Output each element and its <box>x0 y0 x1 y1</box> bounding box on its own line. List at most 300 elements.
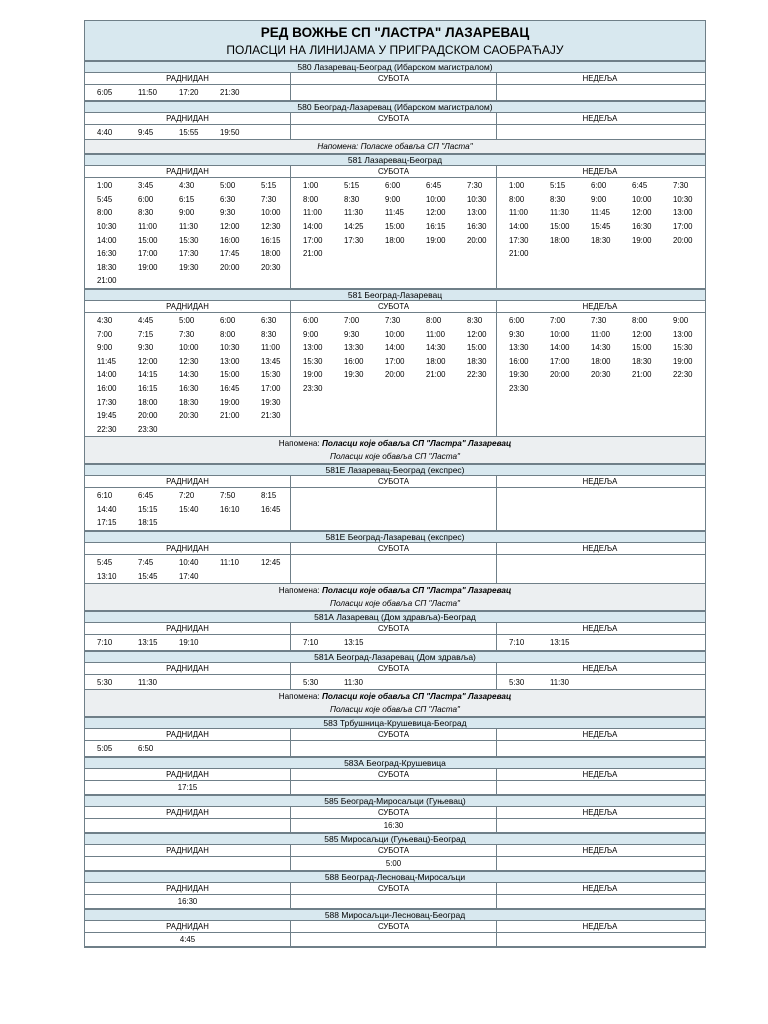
departure-time: 21:00 <box>97 276 117 286</box>
departure-time: 16:15 <box>426 221 446 231</box>
route-section <box>85 717 705 757</box>
departure-time <box>455 423 496 437</box>
time-row <box>497 489 703 503</box>
departure-time: 7:15 <box>138 329 154 339</box>
departures-row <box>85 781 705 795</box>
departure-time: 10:00 <box>179 343 199 353</box>
route-section <box>85 61 705 101</box>
route-title: 581 Лазаревац-Београд <box>85 154 705 166</box>
departure-time: 17:20 <box>179 88 199 97</box>
departure-time <box>497 409 538 423</box>
departure-time: 17:00 <box>261 383 281 393</box>
departure-time: 9:00 <box>591 194 607 204</box>
sunday-header: НЕДЕЉА <box>582 808 618 818</box>
route-title: 585 Миросаљци (Гуњевац)-Београд <box>85 833 705 845</box>
sunday-column <box>497 125 703 140</box>
departure-time <box>373 503 414 517</box>
time-row <box>85 86 290 100</box>
departure-time: 8:00 <box>632 315 648 325</box>
page-title: РЕД ВОЖЊЕ СП "ЛАСТРА" ЛАЗАРЕВАЦ <box>260 25 530 40</box>
departure-time: 9:30 <box>138 343 154 353</box>
departures-grid <box>85 125 705 141</box>
departure-time: 18:00 <box>426 356 446 366</box>
note-bold-text: Поласци које обавља СП "Ластра" Лазаревац <box>321 692 512 702</box>
departure-time <box>620 516 661 530</box>
departure-time: 19:30 <box>261 397 281 407</box>
departure-time: 10:30 <box>220 343 240 353</box>
time-row <box>291 261 496 275</box>
weekday-header: РАДНИДАН <box>85 73 291 84</box>
departure-time: 5:30 <box>303 677 319 687</box>
departure-time <box>455 382 496 396</box>
departure-time: 6:45 <box>138 491 154 501</box>
sunday-header: НЕДЕЉА <box>582 624 618 634</box>
time-row <box>497 570 703 584</box>
departure-time: 6:00 <box>220 315 236 325</box>
saturday-departure: 16:30 <box>291 819 497 832</box>
saturday-header: СУБОТА <box>291 166 497 177</box>
departure-time <box>373 86 414 100</box>
departure-time <box>579 396 620 410</box>
saturday-column <box>291 178 497 288</box>
route-title: 585 Београд-Миросаљци (Гуњевац) <box>85 795 705 807</box>
departure-time <box>620 676 661 690</box>
departure-time: 6:00 <box>138 194 154 204</box>
departure-time <box>208 636 249 650</box>
time-row <box>291 489 496 503</box>
departure-time <box>538 742 579 756</box>
departure-time <box>373 556 414 570</box>
saturday-column <box>291 488 497 530</box>
departures-grid <box>85 313 705 437</box>
departure-time <box>455 396 496 410</box>
time-row <box>497 409 703 423</box>
time-row <box>291 86 496 100</box>
departure-time: 19:10 <box>179 638 199 648</box>
departure-time <box>620 423 661 437</box>
departure-time <box>455 126 496 140</box>
time-row <box>291 341 496 355</box>
note-label: Напомена: <box>278 586 322 596</box>
departure-time: 20:00 <box>138 411 158 421</box>
departure-time: 7:00 <box>344 315 360 325</box>
departure-time: 16:15 <box>261 235 281 245</box>
departure-time <box>291 556 332 570</box>
departure-time <box>291 516 332 530</box>
departure-time <box>579 489 620 503</box>
note-bold-text: Поласци које обавља СП "Ластра" Лазаревац <box>321 586 512 596</box>
weekday-departure <box>85 857 291 870</box>
route-section <box>85 757 705 795</box>
sunday-header: НЕДЕЉА <box>582 544 618 554</box>
departure-time <box>126 274 167 288</box>
time-row <box>85 274 290 288</box>
departure-time <box>661 570 702 584</box>
departure-time <box>620 261 661 275</box>
departure-time: 22:30 <box>467 370 487 380</box>
time-row <box>85 409 290 423</box>
time-row <box>85 220 290 234</box>
time-row <box>291 193 496 207</box>
time-row <box>497 274 703 288</box>
departure-time: 16:10 <box>220 504 240 514</box>
departure-time: 9:00 <box>97 343 113 353</box>
weekday-departure <box>85 819 291 832</box>
weekday-header: РАДНИДАН <box>85 113 291 124</box>
departure-time <box>291 423 332 437</box>
page-subtitle: ПОЛАСЦИ НА ЛИНИЈАМА У ПРИГРАДСКОМ САОБРАЋАЈУ <box>226 43 564 57</box>
departure-time: 15:45 <box>138 571 158 581</box>
saturday-column <box>291 675 497 690</box>
departures-row <box>85 857 705 871</box>
departure-time: 12:00 <box>426 208 446 218</box>
departure-time <box>579 274 620 288</box>
departure-time <box>291 261 332 275</box>
saturday-column <box>291 555 497 583</box>
departure-time: 16:45 <box>220 383 240 393</box>
departure-time: 10:30 <box>467 194 487 204</box>
time-row <box>291 396 496 410</box>
departure-time <box>497 423 538 437</box>
departure-time <box>373 423 414 437</box>
time-row <box>85 179 290 193</box>
sunday-header: НЕДЕЉА <box>582 846 618 856</box>
departure-time: 15:30 <box>179 235 199 245</box>
departure-time <box>373 489 414 503</box>
departure-time: 21:00 <box>426 370 446 380</box>
departure-time <box>332 126 373 140</box>
departure-time: 20:30 <box>179 411 199 421</box>
departure-time: 16:15 <box>138 383 158 393</box>
day-header-row <box>85 883 705 895</box>
departure-time: 16:30 <box>467 221 487 231</box>
departure-time: 15:00 <box>467 343 487 353</box>
departure-time <box>414 636 455 650</box>
departure-time: 13:15 <box>344 638 364 648</box>
departure-time <box>620 86 661 100</box>
departure-time: 19:50 <box>220 127 240 137</box>
departure-time: 19:30 <box>179 262 199 272</box>
departure-time: 11:45 <box>591 208 610 218</box>
departure-time: 16:30 <box>97 249 117 259</box>
time-row <box>497 742 703 756</box>
departure-time <box>620 396 661 410</box>
departure-time: 23:30 <box>303 383 323 393</box>
departure-time <box>455 556 496 570</box>
departure-time: 10:00 <box>426 194 446 204</box>
departure-time: 17:30 <box>97 397 117 407</box>
departure-time: 9:30 <box>509 329 525 339</box>
departure-time: 18:00 <box>591 356 611 366</box>
time-row <box>85 396 290 410</box>
departure-time: 18:30 <box>632 356 652 366</box>
departure-time: 14:00 <box>550 343 570 353</box>
departure-time <box>167 676 208 690</box>
departure-time <box>332 570 373 584</box>
departure-time: 11:30 <box>550 208 569 218</box>
departure-time <box>538 382 579 396</box>
departure-time: 4:40 <box>97 127 113 137</box>
departure-time: 11:30 <box>344 677 363 687</box>
departure-time <box>455 676 496 690</box>
departure-time: 6:05 <box>97 88 113 97</box>
time-row <box>497 382 703 396</box>
departure-time <box>332 503 373 517</box>
route-section <box>85 871 705 909</box>
departure-time: 13:30 <box>509 343 529 353</box>
route-title: 581 Београд-Лазаревац <box>85 289 705 301</box>
departure-time: 4:45 <box>138 315 154 325</box>
time-row <box>85 636 290 650</box>
departure-time <box>455 261 496 275</box>
departure-time: 19:00 <box>138 262 158 272</box>
time-row <box>497 247 703 261</box>
departure-time: 8:00 <box>426 315 442 325</box>
departure-time <box>373 570 414 584</box>
departure-time: 13:00 <box>673 208 693 218</box>
departure-time <box>661 423 702 437</box>
departure-time <box>538 489 579 503</box>
departure-time: 9:00 <box>673 315 689 325</box>
weekday-header: РАДНИДАН <box>85 769 291 780</box>
time-row <box>291 423 496 437</box>
departure-time: 13:10 <box>97 571 117 581</box>
time-row <box>497 368 703 382</box>
note-line <box>85 584 705 597</box>
departure-time: 3:45 <box>138 181 154 191</box>
departure-time <box>661 247 702 261</box>
departure-time: 6:00 <box>591 181 607 191</box>
departure-time <box>373 274 414 288</box>
departure-time <box>414 742 455 756</box>
departure-time: 6:30 <box>220 194 236 204</box>
departure-time <box>620 247 661 261</box>
sunday-header: НЕДЕЉА <box>582 770 618 780</box>
departure-time <box>332 261 373 275</box>
departure-time <box>373 261 414 275</box>
day-header-row <box>85 301 705 313</box>
weekday-column <box>85 125 291 140</box>
time-row <box>85 247 290 261</box>
departure-time: 1:00 <box>303 181 319 191</box>
time-row <box>497 220 703 234</box>
day-header-row <box>85 166 705 178</box>
day-header-row <box>85 113 705 125</box>
time-row <box>497 341 703 355</box>
saturday-column <box>291 313 497 436</box>
weekday-column <box>85 741 291 756</box>
time-row <box>85 489 290 503</box>
departure-time: 18:30 <box>591 235 611 245</box>
departure-time: 14:30 <box>426 343 446 353</box>
departure-time: 9:00 <box>303 329 319 339</box>
departure-time <box>373 409 414 423</box>
weekday-column <box>85 635 291 650</box>
weekday-departure: 17:15 <box>85 781 291 794</box>
departure-time <box>373 516 414 530</box>
departure-time: 17:15 <box>97 518 117 528</box>
departure-time <box>414 503 455 517</box>
departure-time: 16:30 <box>179 383 199 393</box>
time-row <box>291 355 496 369</box>
departure-time <box>661 636 702 650</box>
departure-time <box>455 516 496 530</box>
departure-time <box>332 516 373 530</box>
route-title: 588 Миросаљци-Лесновац-Београд <box>85 909 705 921</box>
weekday-header: РАДНИДАН <box>85 543 291 554</box>
weekday-header: РАДНИДАН <box>85 807 291 818</box>
departure-time <box>332 556 373 570</box>
route-title: 580 Лазаревац-Београд (Ибарском магистралом) <box>85 61 705 73</box>
route-section <box>85 464 705 531</box>
departure-time <box>414 396 455 410</box>
note-text: Напомена: Поласке обавља СП "Ласта" <box>317 142 473 152</box>
departure-time: 14:30 <box>179 370 199 380</box>
departure-time: 8:00 <box>509 194 525 204</box>
route-section <box>85 651 705 718</box>
departure-time <box>455 489 496 503</box>
departure-time: 14:40 <box>97 504 117 514</box>
sunday-column <box>497 313 703 436</box>
saturday-column <box>291 635 497 650</box>
note-line-2 <box>85 450 705 463</box>
departure-time: 11:30 <box>344 208 363 218</box>
departure-time <box>249 676 290 690</box>
note-line <box>85 437 705 450</box>
departure-time: 12:00 <box>632 329 652 339</box>
departure-time: 13:15 <box>550 638 570 648</box>
departure-time: 20:00 <box>385 370 405 380</box>
day-header-row <box>85 663 705 675</box>
departure-time: 17:30 <box>509 235 529 245</box>
departure-time: 19:00 <box>632 235 652 245</box>
departure-time: 6:10 <box>97 491 113 501</box>
departure-time <box>579 570 620 584</box>
saturday-column <box>291 125 497 140</box>
route-title: 583 Трбушница-Крушевица-Београд <box>85 717 705 729</box>
departure-time: 20:00 <box>550 370 570 380</box>
time-row <box>497 193 703 207</box>
departure-time <box>414 126 455 140</box>
time-row <box>497 86 703 100</box>
departure-time <box>579 423 620 437</box>
departure-time <box>414 86 455 100</box>
time-row <box>85 314 290 328</box>
departure-time <box>497 261 538 275</box>
time-row <box>497 516 703 530</box>
departures-grid <box>85 741 705 757</box>
departure-time: 9:30 <box>220 208 236 218</box>
section-note <box>85 584 705 611</box>
route-title: 581А Лазаревац (Дом здравља)-Београд <box>85 611 705 623</box>
saturday-departure <box>291 781 497 794</box>
departures-grid <box>85 675 705 691</box>
departure-time: 6:00 <box>303 315 319 325</box>
sunday-header: НЕДЕЉА <box>582 884 618 894</box>
departure-time <box>538 247 579 261</box>
time-row <box>291 742 496 756</box>
sunday-header: НЕДЕЉА <box>582 477 618 487</box>
time-row <box>85 234 290 248</box>
time-row <box>497 355 703 369</box>
saturday-header: СУБОТА <box>291 921 497 932</box>
departure-time: 15:30 <box>303 356 323 366</box>
departure-time: 15:30 <box>261 370 281 380</box>
departure-time: 20:30 <box>261 262 281 272</box>
departure-time: 13:00 <box>303 343 323 353</box>
departures-grid <box>85 635 705 651</box>
departure-time: 21:00 <box>220 411 240 421</box>
departure-time: 8:30 <box>261 329 277 339</box>
departure-time <box>208 516 249 530</box>
departure-time <box>579 382 620 396</box>
time-row <box>497 328 703 342</box>
saturday-header: СУБОТА <box>291 301 497 312</box>
note-label: Напомена: <box>278 692 322 702</box>
sunday-header: НЕДЕЉА <box>582 113 618 123</box>
departure-time: 20:30 <box>591 370 611 380</box>
departure-time: 17:00 <box>673 221 693 231</box>
departure-time: 17:40 <box>179 571 199 581</box>
weekday-column <box>85 85 291 100</box>
departure-time <box>661 261 702 275</box>
departure-time <box>661 503 702 517</box>
time-row <box>85 742 290 756</box>
weekday-header: РАДНИДАН <box>85 845 291 856</box>
saturday-header: СУБОТА <box>291 769 497 780</box>
departure-time: 10:00 <box>632 194 652 204</box>
departure-time: 21:00 <box>509 249 529 259</box>
time-row <box>85 382 290 396</box>
departure-time: 7:20 <box>179 491 195 501</box>
weekday-header: РАДНИДАН <box>85 729 291 740</box>
departure-time: 5:15 <box>550 181 566 191</box>
departure-time: 19:00 <box>426 235 446 245</box>
departure-time: 15:00 <box>220 370 240 380</box>
departure-time <box>661 409 702 423</box>
departure-time: 19:00 <box>673 356 693 366</box>
departure-time <box>579 409 620 423</box>
sunday-column <box>497 555 703 583</box>
departure-time <box>249 423 290 437</box>
departure-time: 7:30 <box>385 315 401 325</box>
departure-time <box>538 126 579 140</box>
weekday-header: РАДНИДАН <box>85 476 291 487</box>
departure-time <box>414 261 455 275</box>
departure-time: 6:50 <box>138 744 154 754</box>
route-section <box>85 154 705 289</box>
departure-time <box>620 742 661 756</box>
departure-time: 16:45 <box>261 504 281 514</box>
departure-time <box>249 570 290 584</box>
saturday-column <box>291 741 497 756</box>
departure-time: 18:30 <box>467 356 487 366</box>
departure-time <box>497 396 538 410</box>
section-note <box>85 140 705 154</box>
departure-time <box>414 516 455 530</box>
header-box <box>85 21 705 61</box>
departure-time <box>291 86 332 100</box>
day-header-row <box>85 729 705 741</box>
departure-time: 9:00 <box>179 208 195 218</box>
time-row <box>291 570 496 584</box>
route-title: 581А Београд-Лазаревац (Дом здравља) <box>85 651 705 663</box>
departure-time <box>455 636 496 650</box>
time-row <box>291 368 496 382</box>
departure-time: 11:10 <box>220 558 239 568</box>
departure-time: 18:00 <box>138 397 158 407</box>
departure-time: 12:00 <box>138 356 158 366</box>
